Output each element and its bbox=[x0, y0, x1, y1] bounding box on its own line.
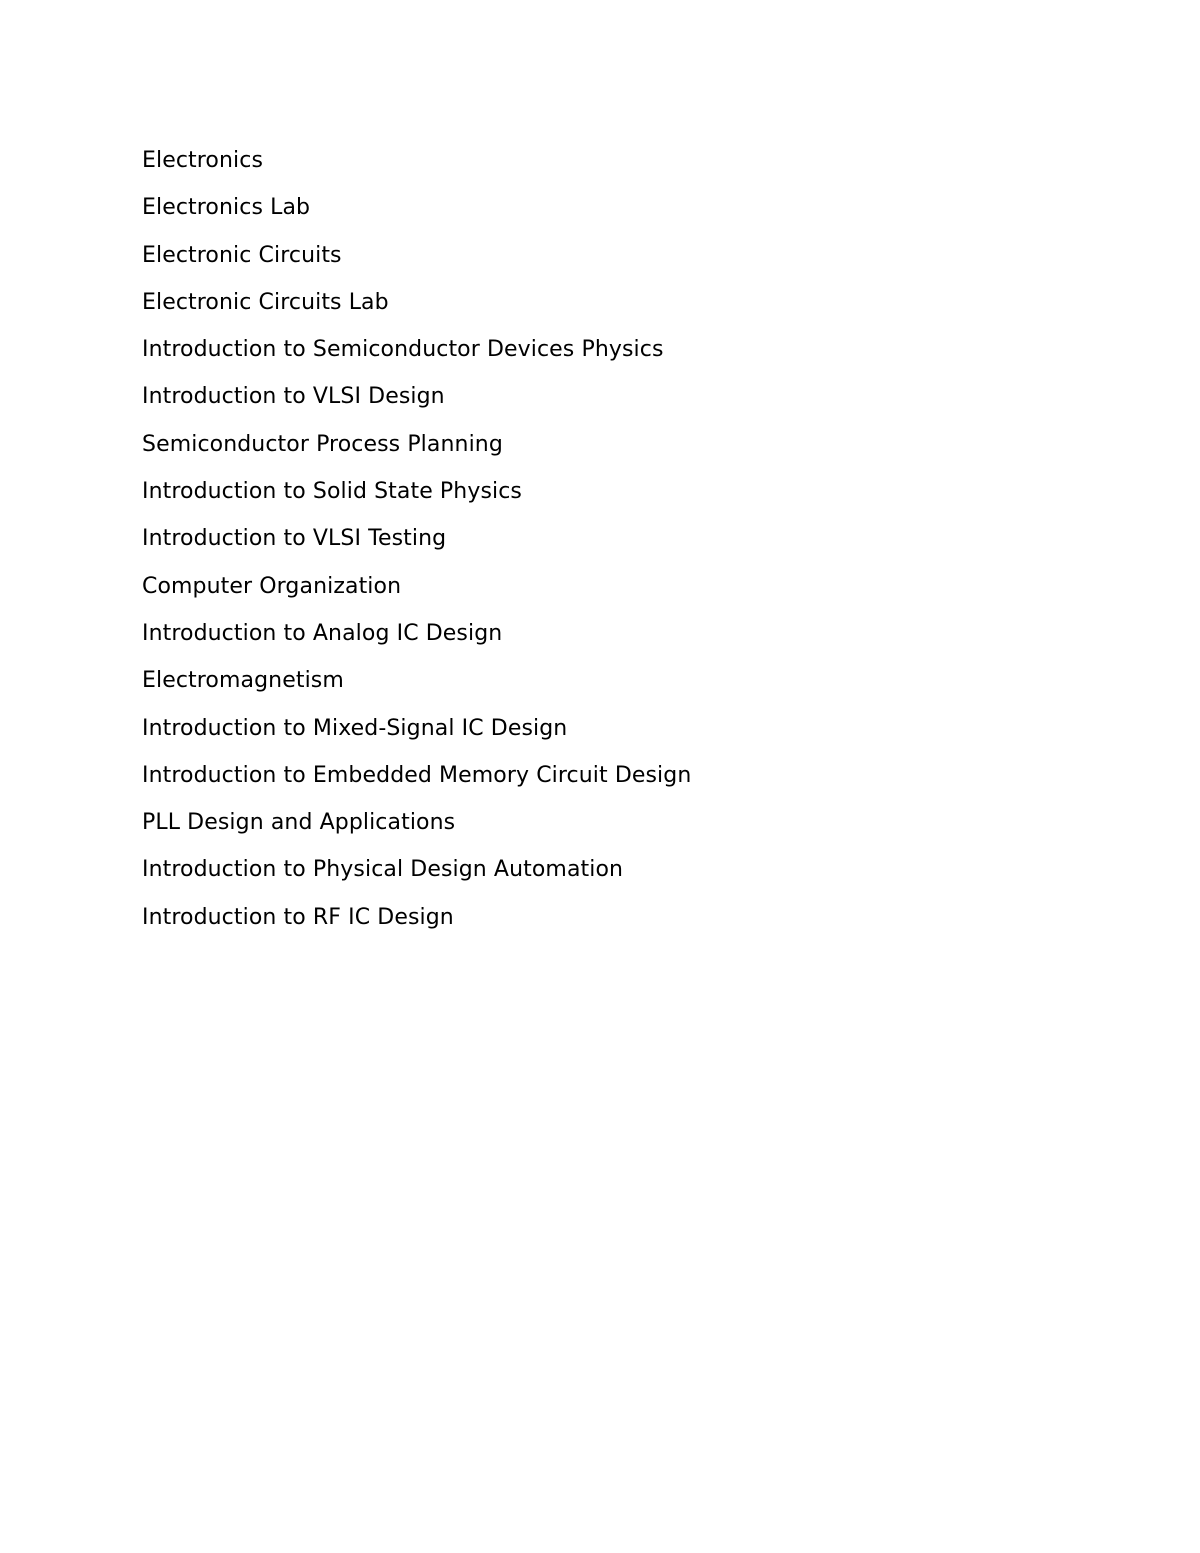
course-item: Electronic Circuits bbox=[142, 242, 342, 268]
course-item: Introduction to VLSI Testing bbox=[142, 526, 447, 552]
course-item: Electromagnetism bbox=[142, 668, 344, 694]
course-item: Computer Organization bbox=[142, 573, 402, 599]
course-item: Electronics bbox=[142, 148, 264, 173]
course-list bbox=[142, 137, 691, 941]
course-item: Introduction to Analog IC Design bbox=[142, 620, 503, 646]
course-item: PLL Design and Applications bbox=[142, 810, 456, 836]
course-item: Introduction to Solid State Physics bbox=[142, 479, 522, 505]
course-item: Introduction to VLSI Design bbox=[142, 384, 445, 410]
course-item: Introduction to RF IC Design bbox=[142, 904, 454, 930]
course-item: Introduction to Physical Design Automation bbox=[142, 857, 624, 883]
course-item: Electronic Circuits Lab bbox=[142, 289, 389, 315]
course-item: Semiconductor Process Planning bbox=[142, 431, 503, 457]
course-item: Introduction to Embedded Memory Circuit Design bbox=[142, 762, 692, 788]
course-item: Introduction to Semiconductor Devices Physics bbox=[142, 337, 664, 363]
course-item: Introduction to Mixed-Signal IC Design bbox=[142, 715, 568, 741]
course-item: Electronics Lab bbox=[142, 195, 311, 221]
